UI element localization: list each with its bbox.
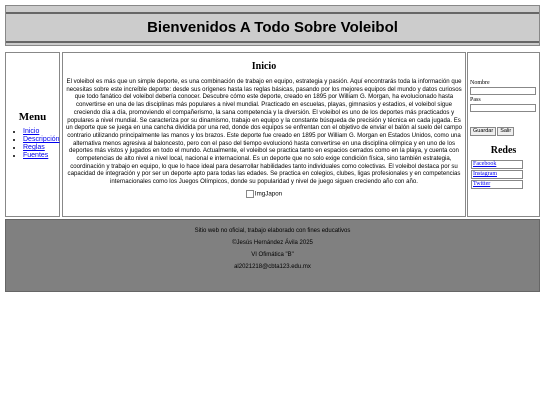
footer-group: VI Ofimática "B" — [251, 252, 294, 258]
save-button[interactable]: Guardar — [470, 127, 496, 136]
footer-disclaimer: Sitio web no oficial, trabajo elaborado con fines educativos — [194, 228, 351, 234]
sidebar-title: Menu — [18, 111, 47, 123]
social-links — [470, 160, 537, 189]
sidebar-item-fuentes — [23, 152, 59, 160]
instagram-link[interactable]: Instagram — [471, 170, 523, 179]
sidebar-link-inicio[interactable]: Inicio — [23, 128, 40, 135]
section-title: Inicio — [251, 61, 277, 72]
sidebar-item-inicio — [23, 128, 59, 136]
name-input[interactable] — [470, 87, 536, 95]
intro-paragraph: El voleibol es más que un simple deporte, es una combinación de trabajo en equipo, estrategia y pasión. Aquí encontrarás toda la información que necesitas sobre este increíble deporte: desde sus orígenes hasta las reglas básicas, pasando por los mejores equipos del mundo y datos curiosos que todo fanático del voleibol debería conocer. Descubre cómo este deporte, creado en 1895 por William G. Morgan, ha evolucionado hasta convertirse en una de las disciplinas más populares a nivel mundial. Practicado en escuelas, playas, gimnasios y estadios, el voleibol sigue creciendo día a día, promoviendo el compañerismo, la sana competencia y la diversión. El voleibol es uno de los deportes más practicados y populares a nivel mundial. Se caracteriza por su dinamismo, trabajo en equipo y la constante búsqueda de precisión y técnica en cada jugada. Es un deporte que se juega en una cancha dividida por una red, donde dos equipos se enfrentan con el objetivo de enviar el balón al suelo del campo contrario utilizando principalmente las manos y los brazos. Este deporte fue creado en 1895 por William G. Morgan en Estados Unidos, como una alternativa menos agresiva al baloncesto, pero con el paso del tiempo evolucionó hasta convertirse en una disciplina olímpica y en uno de los deportes más vistos y jugados en todo el mundo. Actualmente, el voleibol se practica tanto en espacios cerrados como en la playa, y cuenta con competencias de alto nivel a nivel local, nacional e internacional. Es un deporte que no solo exige condición física, sino también estrategia, coordinación y trabajo en equipo, lo que lo hace ideal para desarrollar habilidades tanto individuales como colectivas. El voleibol destaca por su capacidad de integración y por ser un deporte apto para todas las edades. Se practica en colegios, clubes, ligas profesionales y en competencias internacionales como los Juegos Olímpicos, donde su popularidad y nivel de juego siguen creciendo año con año. — [65, 78, 463, 186]
sidebar-item-reglas — [23, 144, 59, 152]
exit-button[interactable]: Salir — [497, 127, 514, 136]
image-placeholder — [63, 190, 465, 198]
footer-email: al2021218@cbta123.edu.mx — [234, 264, 311, 270]
pass-label: Pass — [470, 97, 481, 103]
header-bar — [6, 12, 539, 43]
sidebar-list — [6, 128, 59, 160]
sidebar-link-fuentes[interactable]: Fuentes — [23, 152, 49, 159]
sidebar-menu — [5, 52, 60, 217]
social-title: Redes — [490, 145, 517, 156]
footer-copyright: ©Jesús Hernández Ávila 2025 — [232, 240, 313, 246]
page-title: Bienvenidos A Todo Sobre Voleibol — [147, 19, 398, 36]
main-content — [62, 52, 466, 217]
sidebar-item-descripcion — [23, 136, 59, 144]
site-header — [5, 5, 540, 46]
pass-input[interactable] — [470, 104, 536, 112]
login-buttons — [470, 119, 537, 137]
site-footer — [5, 219, 540, 292]
sidebar-link-reglas[interactable]: Reglas — [23, 144, 45, 151]
right-sidebar — [467, 52, 540, 217]
image-alt-text: ImgJapon — [254, 190, 283, 198]
broken-image-icon — [246, 190, 254, 198]
twitter-link[interactable]: Twitter — [471, 180, 523, 189]
name-label: Nombre — [470, 80, 490, 86]
facebook-link[interactable]: Facebook — [471, 160, 523, 169]
sidebar-link-descripcion[interactable]: Descripción — [23, 136, 60, 143]
